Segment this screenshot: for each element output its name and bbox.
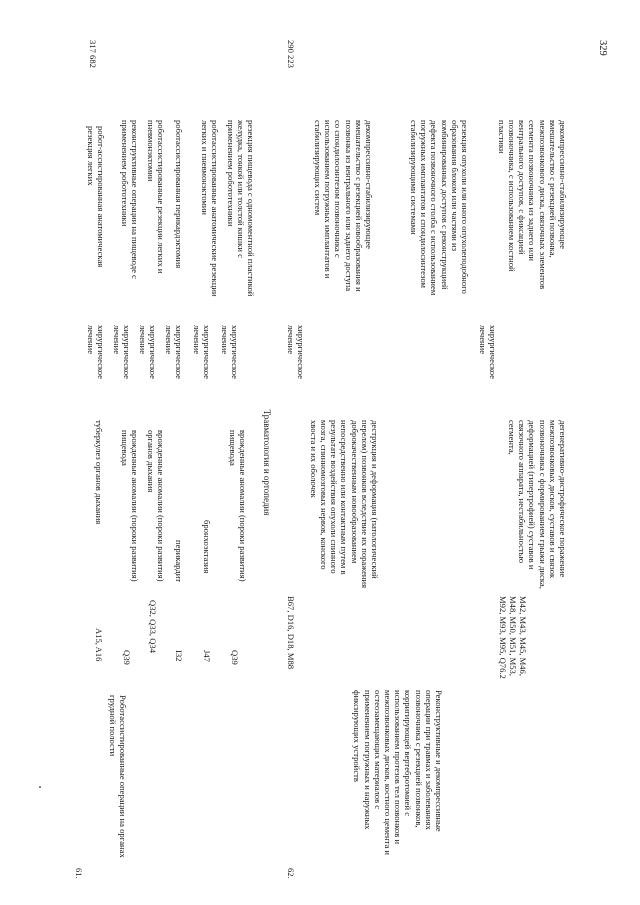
row-number: 62. — [286, 868, 296, 879]
diagnosis: деструкция и деформация (патологический перелом) позвонков вследствие их поражения доброкачественным новообразованием непосредственно или контактным путем в результате воздействия опухоли спинного мозга, спинномозговых нервов, конского хвоста и их оболочек — [308, 420, 380, 589]
disease-codes: Q32, Q33, Q34 — [148, 600, 158, 653]
treatment-type: хирургическое лечение — [477, 325, 498, 379]
treatment-type: хирургическое лечение — [285, 325, 306, 379]
method: декомпрессивно-стабилизирующее вмешательство с резекцией позвонка, межпозвонкового диска, связочных элементов сегмента позвоночника из заднего или вентрального доступов, с фиксацией позвоночника, с использованием костной пластики — [496, 120, 568, 290]
diagnosis: врожденные аномалии (пороки развития) органов дыхания — [145, 430, 166, 582]
disease-codes: J47 — [202, 650, 212, 662]
method: декомпрессивно-стабилизирующее вмешательство с резекцией новообразования и позвонка из вентрального или заднего доступа со спондилосинтезом позвоночника с использованием погружных имплантатов и стабилизирующих систем — [312, 120, 374, 292]
disease-codes: Q39 — [122, 650, 132, 665]
page-number: 329 — [597, 40, 608, 56]
method: роботассистированные анатомические резекции легких и пневмонэктомии — [199, 120, 220, 297]
method: робот-ассистированная анатомическая резекция легких — [85, 126, 106, 268]
diagnosis: перикардит — [174, 540, 184, 583]
treatment-type: хирургическое лечение — [85, 325, 106, 379]
treatment-type: хирургическое лечение — [219, 325, 240, 379]
diagnosis: врожденные аномалии (пороки развития) пищевода — [227, 430, 248, 582]
method: резекция опухоли или иного опухолеподобного образования блоком или частями из комбинированных доступов с реконструкцией дефекта позвоночного столба с использованием погружных имплантатов и спондилосинтезом стабилизирующими системами — [408, 120, 470, 296]
row-name: Роботассистированные операции на органах грудной полости — [107, 695, 128, 858]
diagnosis: дегенеративно-дистрофическое поражение межпозвонковых дисков, суставов и связок позвоночника с формированием грыжи диска, деформацией (гипертрофией) суставов и связочного аппарата, нестабильностью сегмента, — [506, 420, 568, 589]
section-title: Травматология и ортопедия — [262, 409, 272, 516]
disease-codes: I32 — [174, 650, 184, 662]
method: резекция пищевода с одномоментной пластикой желудка, тонкой или толстой кишки с применением робототехники — [225, 120, 256, 297]
disease-codes: A15, A16 — [94, 628, 104, 662]
row-number: 61. — [74, 868, 84, 879]
group-code: 290 223 — [286, 40, 296, 68]
method: роботассистированная перикардэктомия — [174, 120, 184, 269]
treatment-type: хирургическое лечение — [111, 325, 132, 379]
disease-codes: M42, M43, M45, M46, M48, M50, M51, M53, M92, M93, M95, Q76.2 — [497, 596, 528, 679]
treatment-type: хирургическое лечение — [137, 325, 158, 379]
group-code: 317 682 — [88, 40, 98, 68]
table-columns — [18, 40, 608, 885]
treatment-type: хирургическое лечение — [163, 325, 184, 379]
diagnosis: врожденные аномалии (пороки развития) пищевода — [119, 430, 140, 582]
disease-codes: B67, D16, D18, M88 — [286, 596, 296, 670]
diagnosis: бронхоэктазия — [202, 520, 212, 574]
method: роботассистированные резекции легких и пневмонэктомии — [145, 120, 166, 274]
treatment-type: хирургическое лечение — [191, 325, 212, 379]
method: реконструктивные операции на пищеводе с применением робототехники — [119, 120, 140, 279]
diagnosis: туберкулез органов дыхания — [94, 420, 104, 525]
row-name: Реконструктивные и декомпрессивные операции при травмах и заболеваниях позвоночника с резекцией позвонков, корригирующей вертебротомией с использованием протезов тел позвонков и межпозвонковых дисков, костного цемента и остеозамещающих материалов с применением погружных и наружных фиксирующих устройств — [352, 690, 444, 856]
disease-codes: Q39 — [230, 650, 240, 665]
